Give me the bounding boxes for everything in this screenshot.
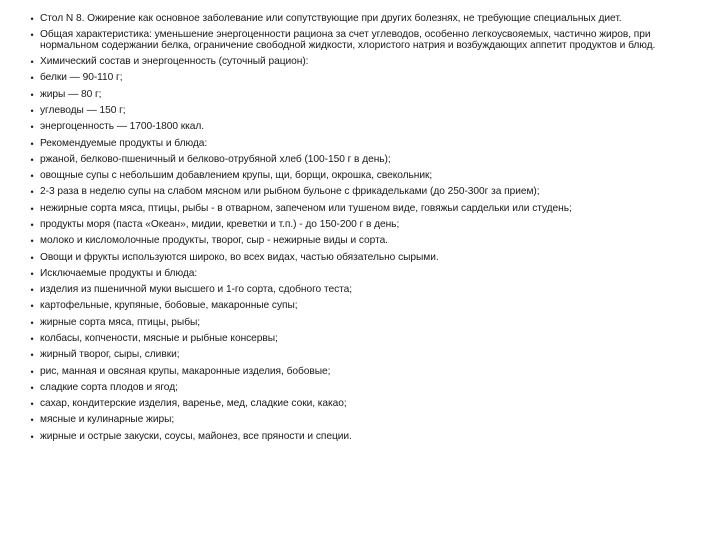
list-item-text: овощные супы с небольшим добавлением крупы, щи, борщи, окрошка, свекольник; (40, 170, 433, 182)
list-item (32, 220, 710, 231)
list-item-text: углеводы — 150 г; (40, 105, 126, 116)
list-item (32, 350, 710, 361)
list-item (32, 73, 710, 84)
list-item-text: белки — 90-110 г; (40, 72, 123, 84)
bullet-icon: • (30, 317, 34, 328)
list-item (32, 415, 710, 426)
bullet-icon: • (30, 252, 34, 263)
list-item (32, 334, 710, 345)
list-item-text: мясные и кулинарные жиры; (40, 414, 175, 426)
list-item (32, 30, 710, 51)
list-item (32, 90, 710, 101)
bullet-icon: • (30, 366, 34, 377)
list-item (32, 383, 710, 394)
bullet-icon: • (30, 301, 34, 312)
list-item-text: жирный творог, сыры, сливки; (40, 349, 180, 361)
list-item (32, 399, 710, 410)
list-item (32, 301, 710, 312)
bullet-icon: • (30, 14, 34, 24)
bullet-icon: • (30, 154, 34, 165)
list-item (32, 171, 710, 182)
list-item-text: жирные и острые закуски, соусы, майонез, все пряности и специи. (40, 430, 352, 442)
list-item-text: сахар, кондитерские изделия, варенье, мед, сладкие соки, какао; (40, 398, 347, 410)
bullet-icon: • (30, 399, 34, 410)
bullet-icon: • (30, 333, 34, 344)
list-item (32, 367, 710, 378)
list-item (32, 285, 710, 296)
bullet-icon: • (30, 203, 34, 214)
bullet-icon: • (30, 187, 34, 198)
diet-bullet-list (32, 14, 710, 448)
bullet-icon: • (30, 415, 34, 426)
bullet-icon: • (30, 431, 34, 442)
list-item (32, 204, 710, 215)
list-item (32, 187, 710, 198)
list-item-text: Рекомендуемые продукты и блюда: (40, 137, 208, 149)
list-item-text: нежирные сорта мяса, птицы, рыбы - в отварном, запеченом или тушеном виде, говяжьи сардельки или студень; (40, 202, 572, 214)
bullet-icon: • (30, 122, 34, 133)
list-item (32, 155, 710, 166)
list-item-text: ржаной, белково-пшеничный и белково-отрубяной хлеб (100-150 г в день); (40, 153, 391, 165)
list-item-text: Овощи и фрукты используются широко, во всех видах, частью обязательно сырыми. (40, 251, 439, 263)
bullet-icon: • (30, 219, 34, 230)
list-item (32, 122, 710, 133)
list-item (32, 139, 710, 150)
list-item-text: энергоценность — 1700-1800 ккал. (40, 121, 205, 133)
list-item (32, 318, 710, 329)
list-item-text: рис, манная и овсяная крупы, макаронные изделия, бобовые; (40, 365, 331, 377)
list-item-text: жирные сорта мяса, птицы, рыбы; (40, 316, 201, 328)
list-item-text: Химический состав и энергоценность (суточный рацион): (40, 56, 309, 68)
list-item-text: сладкие сорта плодов и ягод; (40, 381, 178, 393)
bullet-icon: • (30, 236, 34, 247)
list-item-text: изделия из пшеничной муки высшего и 1-го сорта, сдобного теста; (40, 284, 353, 296)
list-item-text: Общая характеристика: уменьшение энергоценности рациона за счет углеводов, особенно легкоусвояемых, частично жиров, при нормальном содержании белка, ограничение свободной жидкости, хлористого натрия и возбуждающих аппетит продуктов и блюд. (40, 29, 656, 51)
list-item (32, 57, 710, 68)
bullet-icon: • (30, 73, 34, 84)
bullet-icon: • (30, 171, 34, 182)
bullet-icon: • (30, 268, 34, 279)
list-item (32, 269, 710, 280)
bullet-icon: • (30, 57, 34, 68)
list-item-text: молоко и кисломолочные продукты, творог, сыр - нежирные виды и сорта. (40, 235, 388, 247)
list-item-text: жиры — 80 г; (40, 88, 102, 100)
bullet-icon: • (30, 89, 34, 100)
bullet-icon: • (30, 350, 34, 361)
list-item (32, 106, 710, 117)
bullet-icon: • (30, 285, 34, 296)
list-item (32, 432, 710, 443)
list-item (32, 236, 710, 247)
bullet-icon: • (30, 138, 34, 149)
bullet-icon: • (30, 106, 34, 116)
list-item-text: картофельные, крупяные, бобовые, макаронные супы; (40, 300, 298, 312)
bullet-icon: • (30, 382, 34, 393)
list-item-text: Исключаемые продукты и блюда: (40, 267, 198, 279)
bullet-icon: • (30, 30, 34, 41)
list-item-text: 2-3 раза в неделю супы на слабом мясном или рыбном бульоне с фрикадельками (до 250-300г за прием); (40, 186, 540, 198)
list-item-text: Стол N 8. Ожирение как основное заболевание или сопутствующие при других болезнях, не требующие специальных диет. (40, 13, 622, 24)
list-item-text: колбасы, копчености, мясные и рыбные консервы; (40, 332, 278, 344)
list-item (32, 14, 710, 25)
list-item (32, 253, 710, 264)
list-item-text: продукты моря (паста «Океан», мидии, креветки и т.п.) - до 150-200 г в день; (40, 218, 400, 230)
